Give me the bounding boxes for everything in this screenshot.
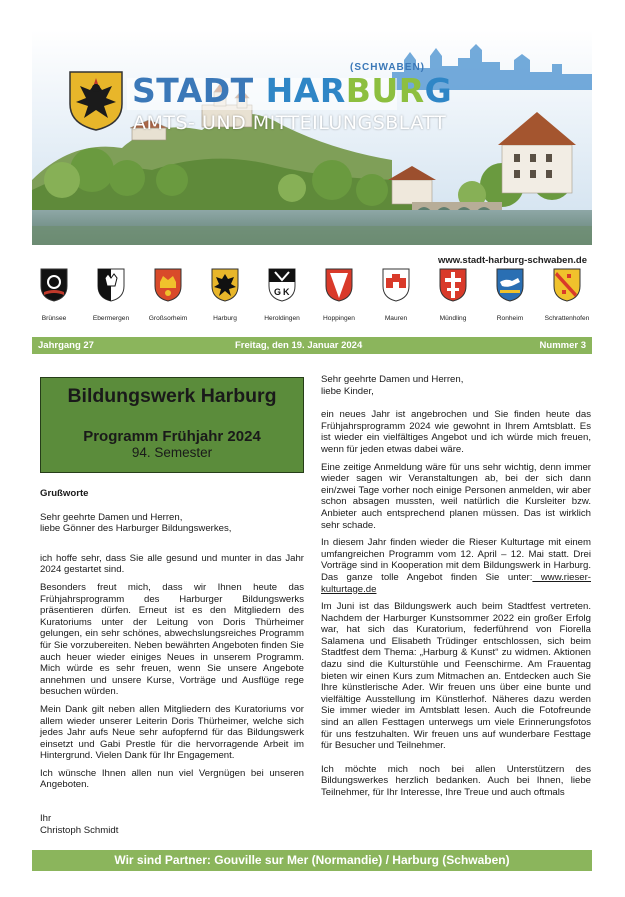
paragraph xyxy=(321,537,591,595)
kulturtage-link[interactable]: www.rieser-kulturtage.de xyxy=(321,571,591,595)
partner-footer-bar: Wir sind Partner: Gouville sur Mer (Normandie) / Harburg (Schwaben) xyxy=(32,850,592,871)
paragraph: ich hoffe sehr, dass Sie alle gesund und munter in das Jahr 2024 gestartet sind. xyxy=(40,552,304,576)
issue-info-bar xyxy=(32,337,592,354)
paragraph: Im Juni ist das Bildungswerk auch beim Stadtfest vertreten. Nachdem der Harburger Kunstsommer 2022 ein großer Erfolg war, hat sich das Kuratorium, federführend von Fiorella Salamena und Elisabeth Trüdinger entschlossen, sich beim Stadtfest dem Thema: „Harburg & Kunst“ zu widmen. Aktionen dazu sind die Kulturstühle und Feenschirme. Am Frauentag bieten wir einen Kurs zum Mitmachen an. Entdecken auch Sie Ihre künstlerische Ader. Wir freuen uns über eine bunte und vielfältige Ausstellung im Künstlerhof. Näheres dazu werden Sie immer wieder im Amtsblatt lesen. Auch die Fotofreunde sind an allen Festtagen unterwegs um viele Erinnerungsfotos für uns festzuhalten. Wir freuen uns auf wunderbare Festtage für Besucher und Teilnehmer. xyxy=(321,601,591,752)
bruensee-crest-icon xyxy=(40,268,68,302)
issue-date: Freitag, den 19. Januar 2024 xyxy=(235,340,363,351)
crest-schrattenhofen xyxy=(539,268,595,322)
harburg-word-c: G xyxy=(424,71,453,110)
salutation-line-2: liebe Kinder, xyxy=(321,385,374,397)
schrattenhofen-crest-icon xyxy=(553,268,581,302)
paragraph: Ich möchte mich noch bei allen Unterstützern des Bildungswerkes herzlich bedanken. Auch bei Ihnen, liebe Teilnehmer, für Ihr Interesse, Ihre Treue und auch oftmals xyxy=(321,763,591,798)
paragraph: ein neues Jahr ist angebrochen und Sie finden heute das Frühjahrsprogramm 2024 wie gewohnt in Ihrem Amtsblatt. Es ist wieder ein vielfältiges Angebot und ich würde mich freuen, wenn für jeden etwas dabei wäre. xyxy=(321,409,591,455)
crest-ronheim xyxy=(482,268,538,322)
harburg-word-b: BUR xyxy=(345,71,425,110)
crest-label: Ronheim xyxy=(496,315,524,322)
paragraph: Besonders freut mich, dass wir Ihnen heute das Frühjahrsprogramm des Harburger Bildungswerks präsentieren dürfen. Erneut ist es den Mitgliedern des Kuratoriums unter der Leitung von Doris Thürheimer gelungen, ein sehr schönes, abwechslungsreiches Programm für Sie vorzubereiten. Neben bewährten Angeboten finden Sie auch heuer wieder einiges Neues in unserem Programm. Mich würde es sehr freuen, wenn Sie unsere Angebote annehmen und unsere Kurse, Vorträge und Ausflüge rege besuchen würden. xyxy=(40,581,304,698)
paragraph-text: In diesem Jahr finden wieder die Rieser Kulturtage mit einem umfangreichen Programm vom 12. April – 12. Mai statt. Drei Vorträge sind in Kooperation mit dem Bildungswerk in Harburg. Das ganze tolle Angebot finden Sie unter: xyxy=(321,537,591,583)
grosssorheim-crest-icon xyxy=(154,268,182,302)
crest-label: Hoppingen xyxy=(323,315,355,322)
harburg-landscape-photo xyxy=(32,30,592,245)
masthead xyxy=(32,30,592,245)
section-heading: Grußworte xyxy=(40,488,89,499)
jahrgang-label: Jahrgang 27 xyxy=(38,340,94,351)
crest-label: Mündling xyxy=(439,315,467,322)
crest-label: Mauren xyxy=(384,315,408,322)
crest-harburg xyxy=(197,268,253,322)
crest-muendling xyxy=(425,268,481,322)
crest-label: Schrattenhofen xyxy=(544,315,590,322)
muendling-crest-icon xyxy=(439,268,467,302)
paragraph: Eine zeitige Anmeldung wäre für uns sehr wichtig, denn immer wieder sagen wir Veranstaltungen ab, bei der sich dann ein/zwei Tage vorher noch einige Personen anmelden, wir aber schon absagen mussten, weil natürlich die Kursleiter bzw. Anbieter auch entsprechend planen müssen. Das ist wirklich sehr schade. xyxy=(321,461,591,531)
crest-label: Harburg xyxy=(213,315,237,322)
crest-bruensee xyxy=(26,268,82,322)
box-title: Bildungswerk Harburg xyxy=(67,385,277,407)
paragraph: Mein Dank gilt neben allen Mitgliedern des Kuratoriums vor allem wieder unserer Leiterin Doris Thürheimer, welche sich jedes Jahr aufs Neue sehr aufopfernd für das Bildungswerk einsetzt und Gabi Prestle für die hervorragende Arbeit im Hintergrund. Vielen Dank für Ihr Engagement. xyxy=(40,703,304,762)
mauren-crest-icon xyxy=(382,268,410,302)
stadt-word: STADT xyxy=(132,71,254,110)
crest-label: Großsorheim xyxy=(148,315,188,322)
schwaben-label: (SCHWABEN) xyxy=(350,62,425,73)
svg-text:G: G xyxy=(274,287,282,297)
crest-label: Ebermergen xyxy=(92,315,130,322)
crest-ebermergen xyxy=(83,268,139,322)
masthead-subtitle: AMTS- UND MITTEILUNGSBLATT xyxy=(133,112,447,134)
heroldingen-crest-icon xyxy=(268,268,296,302)
district-crests xyxy=(32,268,592,330)
paragraph: Ich wünsche Ihnen allen nun viel Vergnügen bei unseren Angeboten. xyxy=(40,767,304,791)
box-program: Programm Frühjahr 2024 xyxy=(83,428,261,445)
website-link[interactable]: www.stadt-harburg-schwaben.de xyxy=(437,255,587,266)
ebermergen-crest-icon xyxy=(97,268,125,302)
hoppingen-crest-icon xyxy=(325,268,353,302)
right-column-text xyxy=(321,374,591,805)
crest-label: Brünsee xyxy=(41,315,67,322)
crest-grosssorheim xyxy=(140,268,196,322)
crest-label: Heroldingen xyxy=(264,315,300,322)
crest-heroldingen xyxy=(254,268,310,322)
closing: Ihr xyxy=(40,813,52,825)
salutation-line-2: liebe Gönner des Harburger Bildungswerkes, xyxy=(40,523,232,535)
salutation-line-1: Sehr geehrte Damen und Herren, xyxy=(321,374,464,385)
svg-text:K: K xyxy=(283,287,290,297)
signature: Christoph Schmidt xyxy=(40,824,119,836)
salutation-line-1: Sehr geehrte Damen und Herren, xyxy=(40,511,183,523)
issue-number: Nummer 3 xyxy=(539,340,586,351)
ronheim-crest-icon xyxy=(496,268,524,302)
program-title-box xyxy=(40,377,304,473)
left-column-text xyxy=(40,488,304,842)
masthead-title xyxy=(132,71,453,110)
harburg-word-a: HAR xyxy=(265,71,346,110)
crest-hoppingen xyxy=(311,268,367,322)
box-semester: 94. Semester xyxy=(131,445,213,460)
harburg-crest-icon xyxy=(211,268,239,302)
crest-mauren xyxy=(368,268,424,322)
harburg-coat-of-arms-icon xyxy=(68,70,124,132)
